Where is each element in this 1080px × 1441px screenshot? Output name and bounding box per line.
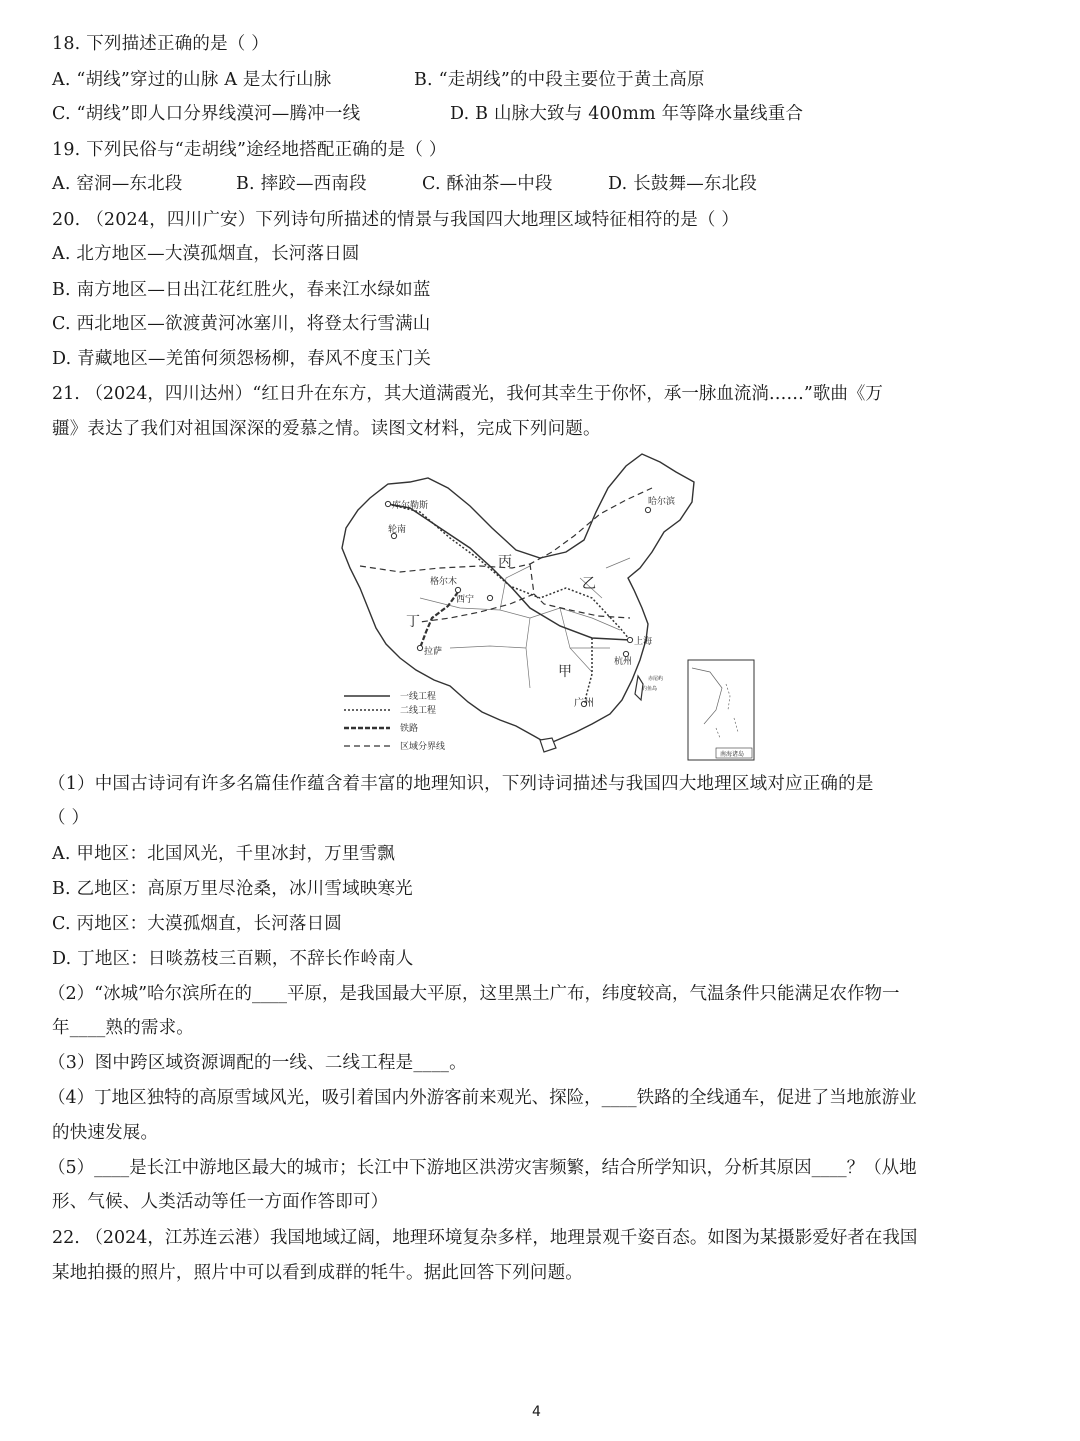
city-label-lunnan: 轮南: [388, 525, 407, 535]
legend-line-two: 二线工程: [400, 706, 437, 716]
china-map: [330, 448, 760, 766]
city-label-harbin: 哈尔滨: [648, 497, 676, 507]
inset-label-south-china-sea: 南海诸岛: [720, 751, 745, 758]
q18-option-c: C. “胡线”即人口分界线漠河—腾冲一线: [52, 104, 361, 124]
city-label-lhasa: 拉萨: [424, 647, 443, 657]
label-diaoyudao: 钓鱼岛: [642, 686, 658, 692]
region-label-yi: 乙: [582, 576, 596, 592]
label-chiweiyu: 赤尾屿: [648, 676, 664, 682]
q18-option-a: A. “胡线”穿过的山脉 A 是太行山脉: [52, 70, 332, 90]
q19-option-b: B. 摔跤—西南段: [236, 174, 367, 194]
q20-option-a: A. 北方地区—大漠孤烟直，长河落日圆: [52, 244, 360, 264]
q18-options-row1: [52, 68, 705, 92]
china-map-figure: [330, 448, 760, 766]
q19-options: [52, 172, 757, 196]
q18-option-d: D. B 山脉大致与 400mm 年等降水量线重合: [450, 104, 804, 124]
q21-p1-option-a: A. 甲地区：北国风光，千里冰封，万里雪飘: [52, 844, 395, 864]
q21-p1-option-c: C. 丙地区：大漠孤烟直，长河落日圆: [52, 914, 342, 934]
legend-region-boundary: 区域分界线: [400, 742, 446, 752]
city-label-xining: 西宁: [456, 595, 475, 605]
q21-p4-line1: （4）丁地区独特的高原雪域风光，吸引着国内外游客前来观光、探险，____铁路的全线通车，促进了当地旅游业: [48, 1088, 917, 1108]
page-number: 4: [532, 1404, 541, 1420]
q22-stem-line1: 22. （2024，江苏连云港）我国地域辽阔，地理环境复杂多样，地理景观千姿百态。如图为某摄影爱好者在我国: [52, 1228, 918, 1248]
city-label-kuerle: 库尔勒斯: [392, 501, 429, 511]
q21-p5-line2: 形、气候、人类活动等任一方面作答即可）: [52, 1192, 389, 1212]
q21-stem-line2: 疆》表达了我们对祖国深深的爱慕之情。读图文材料，完成下列问题。: [52, 419, 601, 439]
q21-p1-line1: （1）中国古诗词有许多名篇佳作蕴含着丰富的地理知识，下列诗词描述与我国四大地理区域对应正确的是: [48, 774, 874, 794]
city-label-guangzhou: 广州: [574, 698, 594, 709]
q22-stem-line2: 某地拍摄的照片，照片中可以看到成群的牦牛。据此回答下列问题。: [52, 1263, 583, 1283]
q18-stem: 18. 下列描述正确的是（ ）: [52, 34, 269, 54]
q19-option-c: C. 酥油茶—中段: [422, 174, 553, 194]
q19-stem: 19. 下列民俗与“走胡线”途经地搭配正确的是（ ）: [52, 140, 447, 160]
q21-stem-line1: 21. （2024，四川达州）“红日升在东方，其大道满霞光，我何其幸生于你怀，承一脉血流淌……”歌曲《万: [52, 384, 883, 404]
legend-railway: 铁路: [400, 724, 419, 734]
region-label-bing: 丙: [498, 554, 512, 570]
q19-option-d: D. 长鼓舞—东北段: [608, 174, 758, 194]
q21-p4-line2: 的快速发展。: [52, 1123, 159, 1143]
q19-option-a: A. 窑洞—东北段: [52, 174, 183, 194]
city-label-golmud: 格尔木: [430, 577, 458, 587]
q21-p3: （3）图中跨区域资源调配的一线、二线工程是____。: [48, 1053, 467, 1073]
q21-p1-option-d: D. 丁地区：日啖荔枝三百颗，不辞长作岭南人: [52, 949, 414, 969]
legend-line-one: 一线工程: [400, 692, 437, 702]
south-china-sea-inset: [688, 660, 754, 760]
q18-options-row2: [52, 102, 803, 126]
q21-p2-line1: （2）“冰城”哈尔滨所在的____平原，是我国最大平原，这里黑土广布，纬度较高，气温条件只能满足农作物一: [48, 984, 900, 1004]
q21-p2-line2: 年____熟的需求。: [52, 1018, 194, 1038]
q20-stem: 20. （2024，四川广安）下列诗句所描述的情景与我国四大地理区域特征相符的是（ ）: [52, 210, 740, 230]
q21-p5-line1: （5）____是长江中游地区最大的城市；长江中下游地区洪涝灾害频繁，结合所学知识，分析其原因____？（从地: [48, 1158, 917, 1178]
region-label-jia: 甲: [558, 664, 572, 680]
q20-option-c: C. 西北地区—欲渡黄河冰塞川，将登太行雪满山: [52, 314, 431, 334]
q18-option-b: B. “走胡线”的中段主要位于黄土高原: [414, 70, 705, 90]
q21-p1-line2: （ ）: [48, 808, 90, 828]
city-label-shanghai: 上海: [634, 637, 653, 647]
q20-option-b: B. 南方地区—日出江花红胜火，春来江水绿如蓝: [52, 280, 431, 300]
map-legend: [344, 690, 445, 752]
q21-p1-option-b: B. 乙地区：高原万里尽沧桑，冰川雪域映寒光: [52, 879, 413, 899]
q20-option-d: D. 青藏地区—羌笛何须怨杨柳，春风不度玉门关: [52, 349, 432, 369]
city-label-hangzhou: 杭州: [614, 657, 633, 667]
region-label-ding: 丁: [406, 614, 420, 630]
